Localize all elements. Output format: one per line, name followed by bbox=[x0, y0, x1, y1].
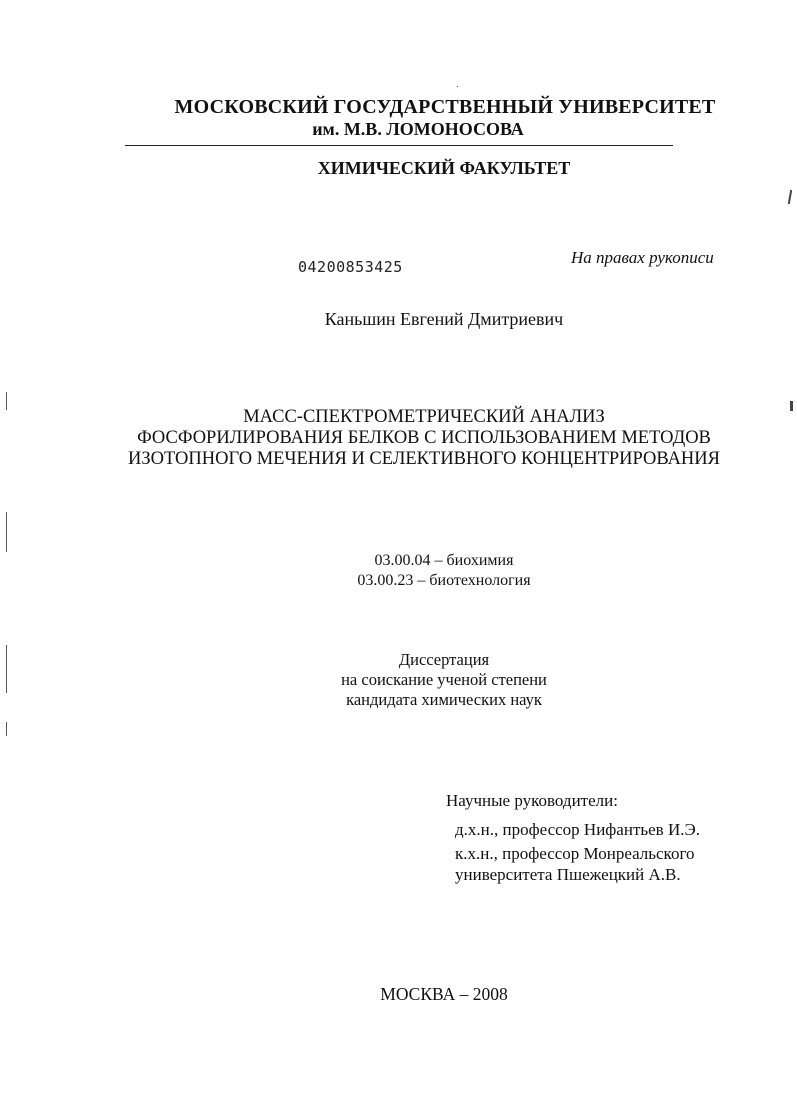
scan-margin-mark bbox=[6, 392, 7, 410]
title-line: ФОСФОРИЛИРОВАНИЯ БЕЛКОВ С ИСПОЛЬЗОВАНИЕМ МЕТОДОВ bbox=[137, 428, 711, 448]
scan-margin-mark bbox=[6, 722, 7, 736]
title-line: МАСС-СПЕКТРОМЕТРИЧЕСКИЙ АНАЛИЗ bbox=[243, 407, 605, 427]
faculty-name: ХИМИЧЕСКИЙ ФАКУЛЬТЕТ bbox=[317, 158, 571, 178]
scan-margin-mark bbox=[6, 512, 7, 552]
scan-speck bbox=[788, 190, 792, 204]
specialty-line: 03.00.04 – биохимия bbox=[374, 552, 514, 569]
registration-number: 04200853425 bbox=[298, 258, 403, 276]
author-name: Каньшин Евгений Дмитриевич bbox=[324, 309, 564, 329]
header-divider bbox=[125, 145, 673, 146]
university-name: МОСКОВСКИЙ ГОСУДАРСТВЕННЫЙ УНИВЕРСИТЕТ bbox=[174, 96, 716, 118]
dissertation-title bbox=[0, 407, 797, 470]
supervisor-entry: д.х.н., профессор Нифантьев И.Э. bbox=[455, 820, 700, 839]
degree-line: на соискание ученой степени bbox=[341, 670, 547, 689]
manuscript-rights-note: На правах рукописи bbox=[571, 248, 714, 267]
degree-line: Диссертация bbox=[398, 650, 490, 669]
university-honorific: им. М.В. ЛОМОНОСОВА bbox=[312, 119, 524, 139]
supervisors-heading: Научные руководители: bbox=[446, 791, 618, 810]
scan-margin-mark bbox=[6, 645, 7, 693]
degree-statement bbox=[0, 650, 797, 710]
scan-speck bbox=[457, 86, 458, 87]
degree-line: кандидата химических наук bbox=[346, 690, 542, 709]
specialty-line: 03.00.23 – биотехнология bbox=[357, 572, 531, 589]
specialty-codes bbox=[0, 551, 797, 591]
supervisor-entry: к.х.н., профессор Монреальского университета Пшежецкий А.В. bbox=[455, 844, 695, 884]
scan-speck bbox=[790, 401, 793, 411]
city-and-year: МОСКВА – 2008 bbox=[380, 984, 508, 1004]
title-line: ИЗОТОПНОГО МЕЧЕНИЯ И СЕЛЕКТИВНОГО КОНЦЕНТРИРОВАНИЯ bbox=[127, 449, 720, 469]
